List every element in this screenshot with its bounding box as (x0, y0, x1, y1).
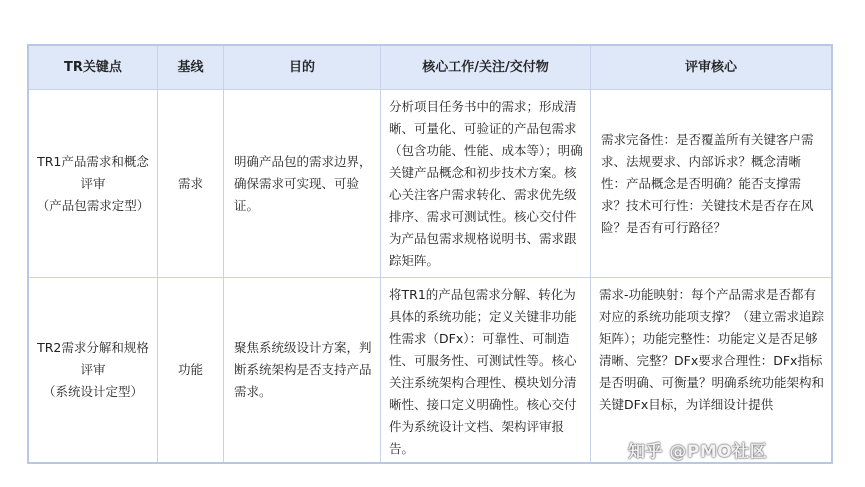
row2-baseline: 功能 (158, 278, 224, 462)
row1-review-text: 需求完备性：是否覆盖所有关键客户需求、法规要求、内部诉求？概念清晰性：产品概念是否明确？能否支撑需求？技术可行性：关键技术是否存在风险？是否有可行路径？ (601, 131, 814, 235)
row2-purpose-text: 聚焦系统级设计方案，判断系统架构是否支持产品需求。 (234, 340, 372, 399)
row1-tr-keypoint (29, 90, 158, 278)
row2-purpose (224, 278, 381, 462)
header-tr-keypoint: TR关键点 (29, 46, 158, 90)
row2-tr-line2: 评审 (80, 362, 106, 377)
row1-purpose-text: 明确产品包的需求边界，确保需求可实现、可验证。 (234, 153, 372, 213)
header-core-work: 核心工作/关注/交付物 (381, 46, 591, 90)
header-baseline: 基线 (158, 46, 224, 90)
row2-tr-line1: TR2需求分解和规格 (37, 340, 149, 355)
row1-baseline: 需求 (158, 90, 224, 278)
row1-tr-line1: TR1产品需求和概念 (37, 153, 149, 169)
row1-purpose (224, 90, 381, 278)
row1-tr-line3: （产品包需求定型） (36, 197, 150, 213)
row2-tr-keypoint (29, 278, 158, 462)
row1-tr-line2: 评审 (80, 175, 106, 191)
row2-core-work: 将TR1的产品包需求分解、转化为具体的系统功能；定义关键非功能性需求（DFx）：可靠性、可制造性、可服务性、可测试性等。核心关注系统架构合理性、模块划分清晰性、接口定义明确性。核心交付件为系统设计文档、架构评审报告。 (381, 278, 591, 462)
tr-review-table (27, 44, 833, 464)
row2-tr-line3: （系统设计定型） (42, 384, 143, 399)
header-purpose: 目的 (224, 46, 381, 90)
row1-core-work: 分析项目任务书中的需求；形成清晰、可量化、可验证的产品包需求（包含功能、性能、成本等）；明确关键产品概念和初步技术方案。核心关注客户需求转化、需求优先级排序、需求可测试性。核心交付件为产品包需求规格说明书、需求跟踪矩阵。 (381, 90, 591, 278)
header-review-core: 评审核心 (591, 46, 831, 90)
zhihu-watermark: 知乎 @PMO社区 (628, 442, 768, 462)
row2-review-core: 需求-功能映射：每个产品需求是否都有对应的系统功能项支撑？（建立需求追踪矩阵）；功能完整性：功能定义是否足够清晰、完整？DFx要求合理性：DFx指标是否明确、可衡量？明确系统功能架构和关键DFx目标，为详细设计提供 (599, 287, 825, 412)
row1-review-core (591, 90, 831, 278)
